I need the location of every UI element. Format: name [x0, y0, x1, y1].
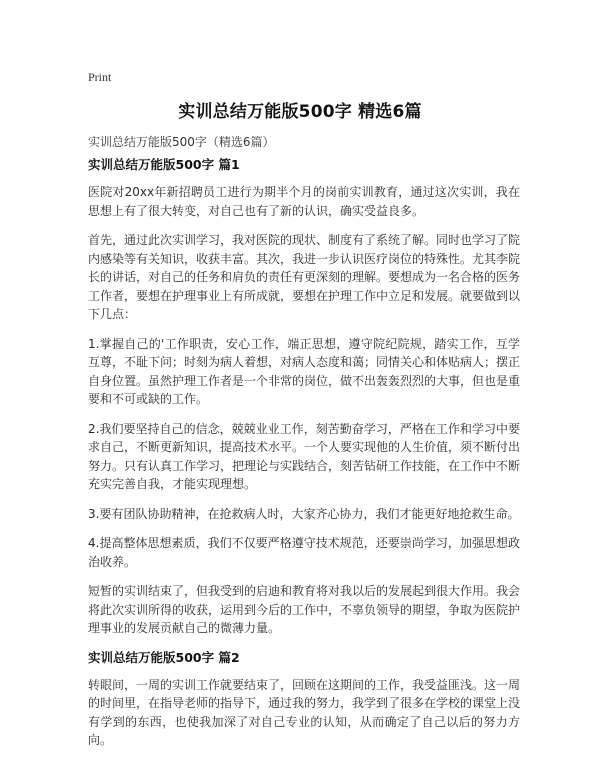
paragraph: 转眼间，一周的实训工作就要结束了，回顾在这期间的工作，我受益匪浅。这一周的时间里，在指导老师的指导下，通过我的努力，我学到了很多在学校的课堂上没有学到的东西，也使我加深了对自己专业的认知，从而确定了自己以后的努力方向。	[88, 677, 521, 747]
document-body	[88, 156, 520, 761]
document-subtitle: 实训总结万能版500字（精选6篇）	[88, 135, 275, 149]
paragraph: 首先，通过此次实训学习，我对医院的现状、制度有了系统了解。同时也学习了院内感染等有关知识，收获丰富。其次，我进一步认识医疗岗位的特殊性。尤其李院长的讲话，对自己的任务和肩负的责任有更深刻的理解。要想成为一名合格的医务工作者，要想在护理事业上有所成就，要想在护理工作中立足和发展。就要做到以下几点：	[88, 233, 521, 321]
section-heading: 实训总结万能版500字 篇1	[88, 157, 240, 172]
document-title: 实训总结万能版500字 精选6篇	[178, 102, 422, 122]
print-label[interactable]: Print	[88, 70, 112, 84]
section-1	[88, 156, 520, 638]
section-2	[88, 649, 520, 750]
paragraph: 2.我们要坚持自己的信念，兢兢业业工作，刻苦勤奋学习，严格在工作和学习中要求自己，不断更新知识，提高技术水平。一个人要实现他的人生价值，须不断付出努力。只有认真工作学习，把理论与实践结合，刻苦钻研工作技能，在工作中不断充实完善自我，才能实现理想。	[88, 421, 521, 491]
paragraph: 4.提高整体思想素质，我们不仅要严格遵守技术规范，还要崇尚学习，加强思想政治收养。	[88, 536, 520, 569]
paragraph: 1.掌握自己的'工作职责，安心工作，端正思想，遵守院纪院规，踏实工作，互学互尊，不耻下问；时刻为病人着想，对病人态度和蔼；同情关心和体贴病人；摆正自身位置。虽然护理工作者是一个非常的岗位，做不出轰轰烈烈的大事，但也是重要和不可或缺的工作。	[88, 336, 521, 406]
section-heading: 实训总结万能版500字 篇2	[88, 649, 240, 665]
paragraph: 3.要有团队协助精神，在抢救病人时，大家齐心协力，我们才能更好地抢救生命。	[88, 506, 520, 521]
paragraph: 医院对20xx年新招聘员工进行为期半个月的岗前实训教育，通过这次实训，我在思想上有了很大转变，对自己也有了新的认识，确实受益良多。	[88, 185, 520, 218]
paragraph: 短暂的实训结束了，但我受到的启迪和教育将对我以后的发展起到很大作用。我会将此次实训所得的收获，运用到今后的工作中，不辜负领导的期望，争取为医院护理事业的发展贡献自己的微薄力量。	[88, 584, 521, 635]
